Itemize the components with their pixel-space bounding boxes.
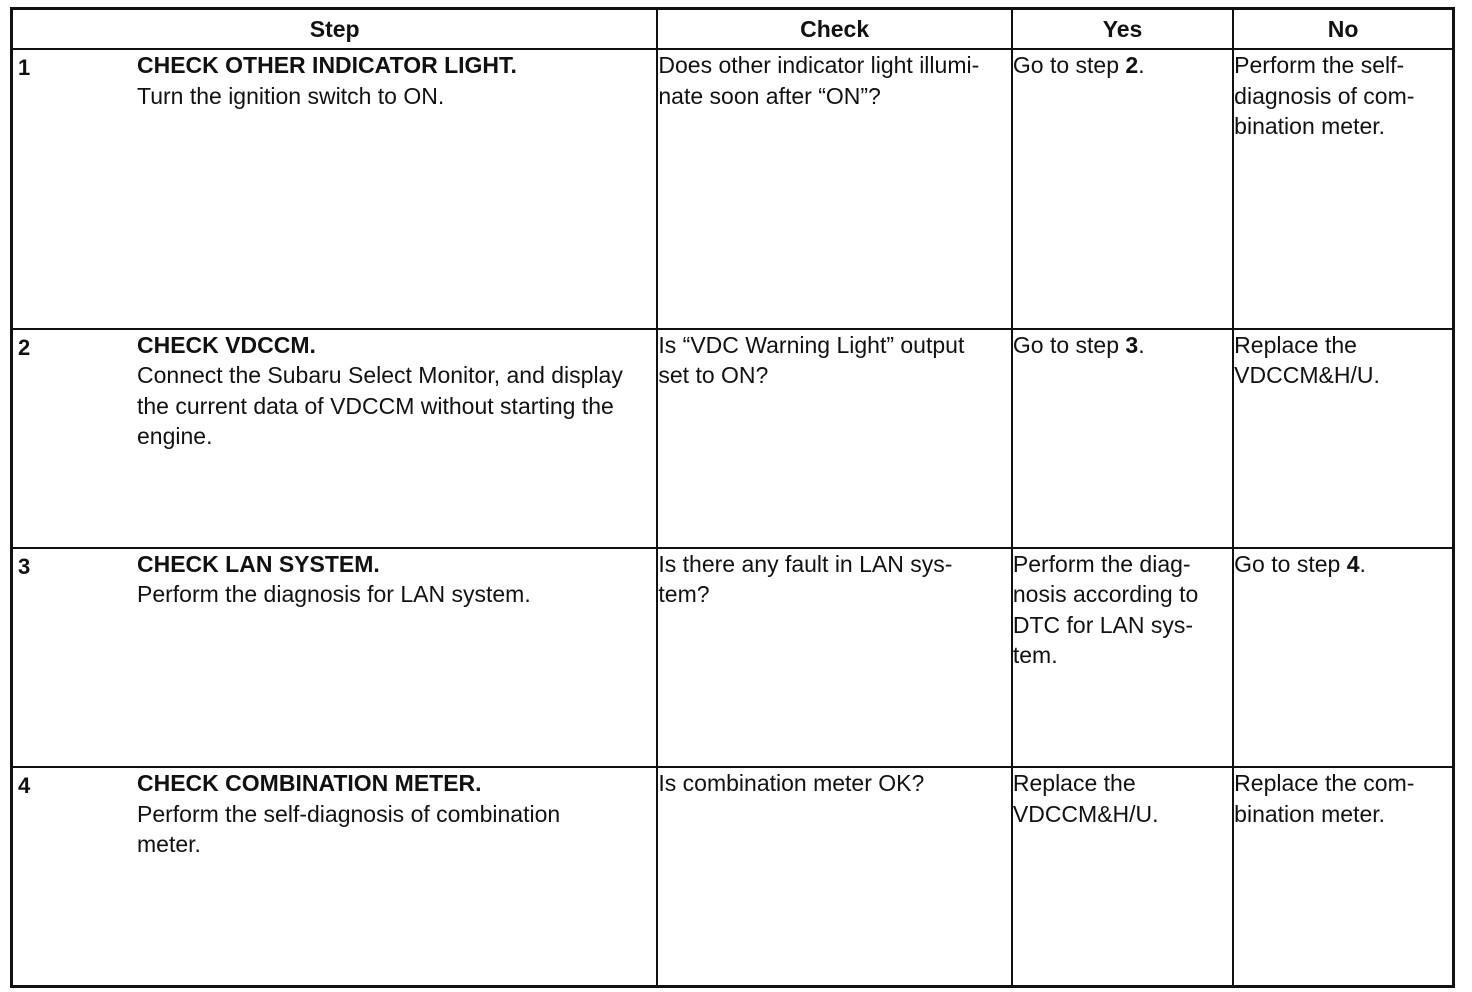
step-description: Perform the self-diagnosis of combination meter. — [137, 800, 561, 858]
step-title: CHECK LAN SYSTEM. — [137, 550, 380, 577]
yes-cell — [1012, 49, 1233, 329]
yes-cell — [1012, 767, 1233, 986]
step-number: 2 — [18, 334, 31, 360]
step-number: 1 — [18, 55, 31, 80]
check-cell: Does other indicator light illumi- nate soon after “ON”? — [657, 49, 1011, 329]
step-title: CHECK OTHER INDICATOR LIGHT. — [137, 52, 517, 78]
no-cell — [1233, 548, 1453, 767]
no-step-ref: 4 — [1346, 550, 1360, 577]
diagnosis-table — [10, 7, 1455, 988]
no-cell — [1233, 49, 1453, 329]
yes-text: Replace the VDCCM&H/U. — [1012, 770, 1159, 827]
yes-text: Go to step — [1012, 52, 1126, 78]
step-title: CHECK VDCCM. — [137, 331, 316, 358]
check-cell: Is combination meter OK? — [657, 767, 1011, 986]
check-cell: Is “VDC Warning Light” output set to ON? — [657, 329, 1011, 548]
table-header-row — [12, 9, 1454, 50]
step-description: Perform the diagnosis for LAN system. — [137, 581, 531, 608]
step-body — [137, 330, 650, 452]
no-cell — [1233, 329, 1453, 548]
no-text: Go to step — [1234, 550, 1347, 577]
yes-suffix: . — [1138, 331, 1145, 358]
step-body — [137, 768, 650, 860]
yes-step-ref: 2 — [1125, 52, 1139, 78]
table-row — [12, 329, 1454, 548]
yes-text: Perform the diag- nosis according to DTC for LAN sys- tem. — [1012, 550, 1199, 669]
step-body — [137, 549, 650, 610]
header-step: Step — [12, 9, 658, 50]
header-yes: Yes — [1012, 9, 1233, 50]
step-cell — [12, 767, 658, 986]
no-suffix: . — [1359, 550, 1366, 577]
check-cell: Is there any fault in LAN sys- tem? — [657, 548, 1011, 767]
yes-cell — [1012, 548, 1233, 767]
table-row — [12, 49, 1454, 329]
step-number: 3 — [18, 553, 31, 579]
step-cell — [12, 548, 658, 767]
table-row — [12, 767, 1454, 986]
no-text: Perform the self- diagnosis of com- bination meter. — [1234, 52, 1415, 139]
yes-suffix: . — [1138, 52, 1145, 78]
step-title: CHECK COMBINATION METER. — [137, 770, 482, 797]
step-number: 4 — [18, 773, 31, 799]
step-description: Turn the ignition switch to ON. — [137, 82, 445, 109]
no-text: Replace the com- bination meter. — [1234, 770, 1415, 827]
step-description: Connect the Subaru Select Monitor, and display the current data of VDCCM without starting the engine. — [137, 362, 623, 450]
no-text: Replace the VDCCM&H/U. — [1234, 331, 1380, 389]
step-cell — [12, 329, 658, 548]
yes-step-ref: 3 — [1125, 331, 1139, 358]
header-no: No — [1233, 9, 1453, 50]
step-cell — [12, 49, 658, 329]
yes-text: Go to step — [1012, 331, 1126, 358]
header-check: Check — [657, 9, 1011, 50]
table-row — [12, 548, 1454, 767]
no-cell — [1233, 767, 1453, 986]
step-body — [137, 50, 650, 111]
yes-cell — [1012, 329, 1233, 548]
